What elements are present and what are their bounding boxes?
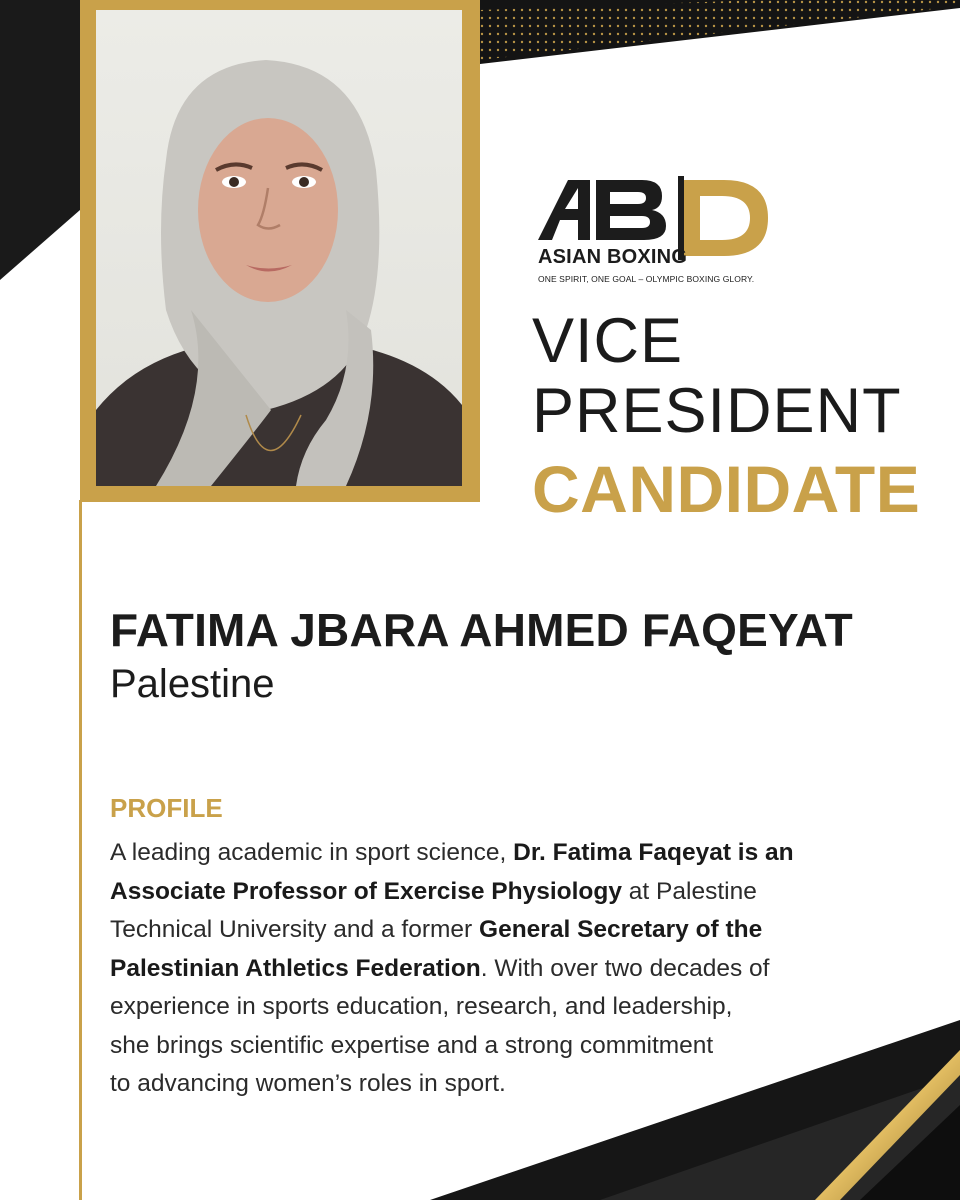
logo-text: ASIAN BOXING xyxy=(538,246,688,268)
top-left-dark-band xyxy=(0,0,80,280)
profile-bold-text: General Secretary of the xyxy=(479,916,763,943)
role-line-vice: VICE xyxy=(532,306,684,376)
profile-text-run: A leading academic in sport science, xyxy=(110,839,514,866)
role-line-candidate: CANDIDATE xyxy=(532,452,921,526)
profile-text-run: at Palestine xyxy=(622,877,757,905)
profile-text-run: to advancing women’s roles in sport. xyxy=(110,1070,506,1097)
gold-vertical-divider xyxy=(79,500,82,1200)
profile-line xyxy=(110,873,850,912)
portrait-icon xyxy=(96,10,462,486)
profile-text-run: Technical University and a former xyxy=(110,916,480,943)
logo-tagline: ONE SPIRIT, ONE GOAL – OLYMPIC BOXING GLORY. xyxy=(538,274,755,284)
profile-bold-text: Palestinian Athletics Federation xyxy=(110,954,481,982)
candidate-country: Palestine xyxy=(110,662,275,706)
profile-line xyxy=(110,834,850,873)
profile-line xyxy=(110,950,850,989)
profile-text-run: experience in sports education, research, and leadership, xyxy=(110,993,733,1020)
profile-line xyxy=(110,988,850,1027)
profile-text-run: . With over two decades of xyxy=(480,954,770,982)
profile-line xyxy=(110,1027,850,1066)
profile-line xyxy=(110,1065,850,1104)
profile-line xyxy=(110,911,850,950)
profile-heading: PROFILE xyxy=(110,793,223,823)
top-right-dot-band xyxy=(480,0,960,60)
profile-text-run: she brings scientific expertise and a strong commitment xyxy=(110,1031,714,1059)
profile-text xyxy=(110,834,850,1104)
candidate-name: FATIMA JBARA AHMED FAQEYAT xyxy=(110,604,853,656)
profile-bold-text: Associate Professor of Exercise Physiology xyxy=(110,877,622,905)
asian-boxing-logo xyxy=(534,176,784,291)
candidate-photo xyxy=(96,10,462,486)
role-line-president: PRESIDENT xyxy=(532,376,902,446)
profile-bold-text: Dr. Fatima Faqeyat is an xyxy=(513,839,794,866)
role-title xyxy=(532,306,921,526)
